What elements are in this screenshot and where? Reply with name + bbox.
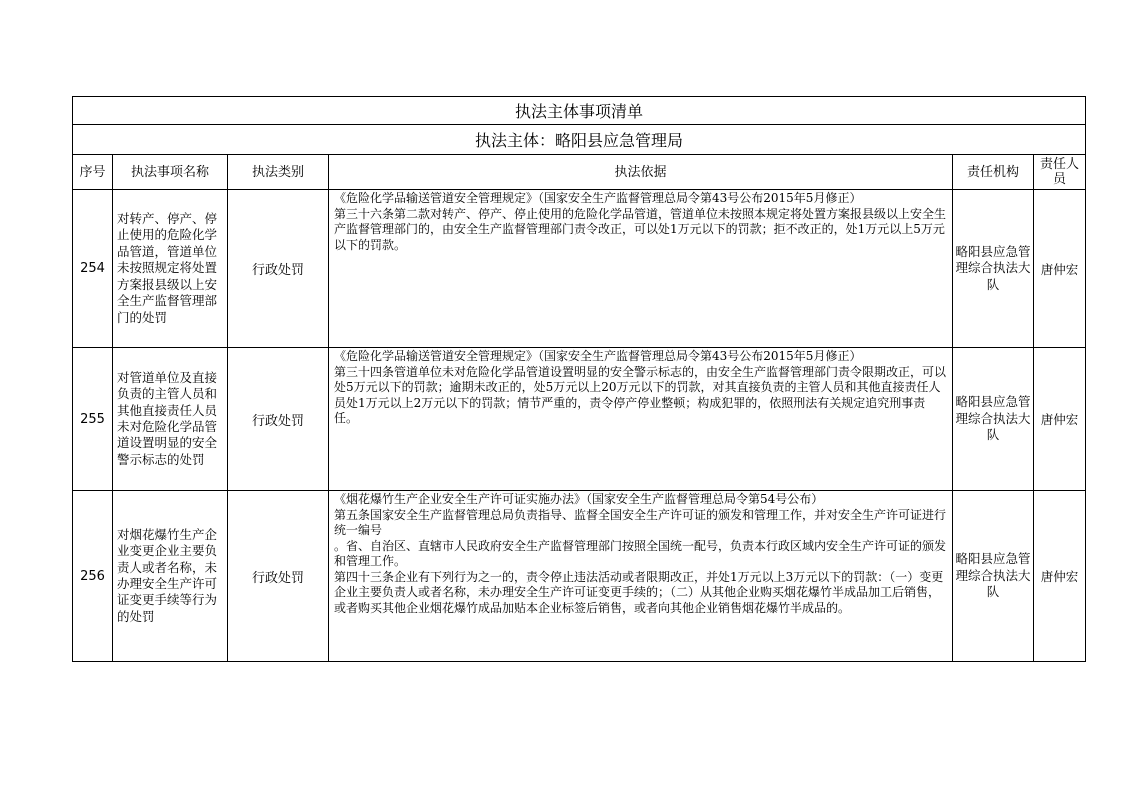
legal-basis bbox=[329, 190, 953, 348]
item-name: 对管道单位及直接负责的主管人员和其他直接责任人员未对危险化学品管道设置明显的安全警示标志的处罚 bbox=[113, 348, 228, 491]
header-type: 执法类别 bbox=[228, 155, 329, 190]
legal-basis bbox=[329, 491, 953, 662]
enforcement-subject: 执法主体：略阳县应急管理局 bbox=[73, 125, 1086, 155]
responsible-person: 唐仲宏 bbox=[1034, 348, 1086, 491]
row-number: 256 bbox=[73, 491, 113, 662]
table-row bbox=[73, 190, 1086, 348]
item-name: 对烟花爆竹生产企业变更企业主要负责人或者名称，未办理安全生产许可证变更手续等行为的处罚 bbox=[113, 491, 228, 662]
table-row bbox=[73, 348, 1086, 491]
responsible-org: 略阳县应急管理综合执法大队 bbox=[953, 491, 1034, 662]
header-org: 责任机构 bbox=[953, 155, 1034, 190]
header-basis: 执法依据 bbox=[329, 155, 953, 190]
basis-line: 第五条国家安全生产监督管理总局负责指导、监督全国安全生产许可证的颁发和管理工作，并对安全生产许可证进行统一编号 bbox=[334, 507, 947, 537]
basis-line: 第三十六条第二款对转产、停产、停止使用的危险化学品管道，管道单位未按照本规定将处置方案报县级以上安全生产监督管理部门的，由安全生产监督管理部门责令改正，可以处1万元以下的罚款；拒不改正的，处1万元以上5万元以下的罚款。 bbox=[334, 206, 947, 252]
basis-line: 《危险化学品输送管道安全管理规定》（国家安全生产监督管理总局令第43号公布2015年5月修正） bbox=[334, 349, 862, 363]
responsible-person: 唐仲宏 bbox=[1034, 190, 1086, 348]
basis-line: 第三十四条管道单位未对危险化学品管道设置明显的安全警示标志的，由安全生产监督管理部门责令限期改正，可以处5万元以下的罚款；逾期未改正的，处5万元以上20万元以下的罚款，对其直接负责的主管人员和其他直接责任人员处1万元以上2万元以下的罚款；情节严重的，责令停产停业整顿；构成犯罪的，依照刑法有关规定追究刑事责任。 bbox=[334, 364, 947, 425]
row-number: 255 bbox=[73, 348, 113, 491]
header-person: 责任人员 bbox=[1034, 155, 1086, 190]
enforcement-items-table bbox=[72, 96, 1086, 662]
table-header-row bbox=[73, 155, 1086, 190]
sheet-title: 执法主体事项清单 bbox=[73, 97, 1086, 125]
item-type: 行政处罚 bbox=[228, 190, 329, 348]
row-number: 254 bbox=[73, 190, 113, 348]
basis-line: 《烟花爆竹生产企业安全生产许可证实施办法》（国家安全生产监督管理总局令第54号公布） bbox=[334, 492, 824, 506]
header-name: 执法事项名称 bbox=[113, 155, 228, 190]
basis-line: 《危险化学品输送管道安全管理规定》（国家安全生产监督管理总局令第43号公布2015年5月修正） bbox=[334, 191, 862, 205]
table-row bbox=[73, 491, 1086, 662]
basis-line: 。省、自治区、直辖市人民政府安全生产监督管理部门按照全国统一配号，负责本行政区域内安全生产许可证的颁发和管理工作。 bbox=[334, 538, 947, 568]
legal-basis bbox=[329, 348, 953, 491]
item-name: 对转产、停产、停止使用的危险化学品管道，管道单位未按照规定将处置方案报县级以上安全生产监督管理部门的处罚 bbox=[113, 190, 228, 348]
responsible-person: 唐仲宏 bbox=[1034, 491, 1086, 662]
responsible-org: 略阳县应急管理综合执法大队 bbox=[953, 190, 1034, 348]
item-type: 行政处罚 bbox=[228, 491, 329, 662]
basis-line: 第四十三条企业有下列行为之一的，责令停止违法活动或者限期改正，并处1万元以上3万元以下的罚款：（一）变更企业主要负责人或者名称，未办理安全生产许可证变更手续的；（二）从其他企业购买烟花爆竹半成品加工后销售，或者购买其他企业烟花爆竹成品加贴本企业标签后销售，或者向其他企业销售烟花爆竹半成品的。 bbox=[334, 569, 944, 615]
header-no: 序号 bbox=[73, 155, 113, 190]
item-type: 行政处罚 bbox=[228, 348, 329, 491]
responsible-org: 略阳县应急管理综合执法大队 bbox=[953, 348, 1034, 491]
